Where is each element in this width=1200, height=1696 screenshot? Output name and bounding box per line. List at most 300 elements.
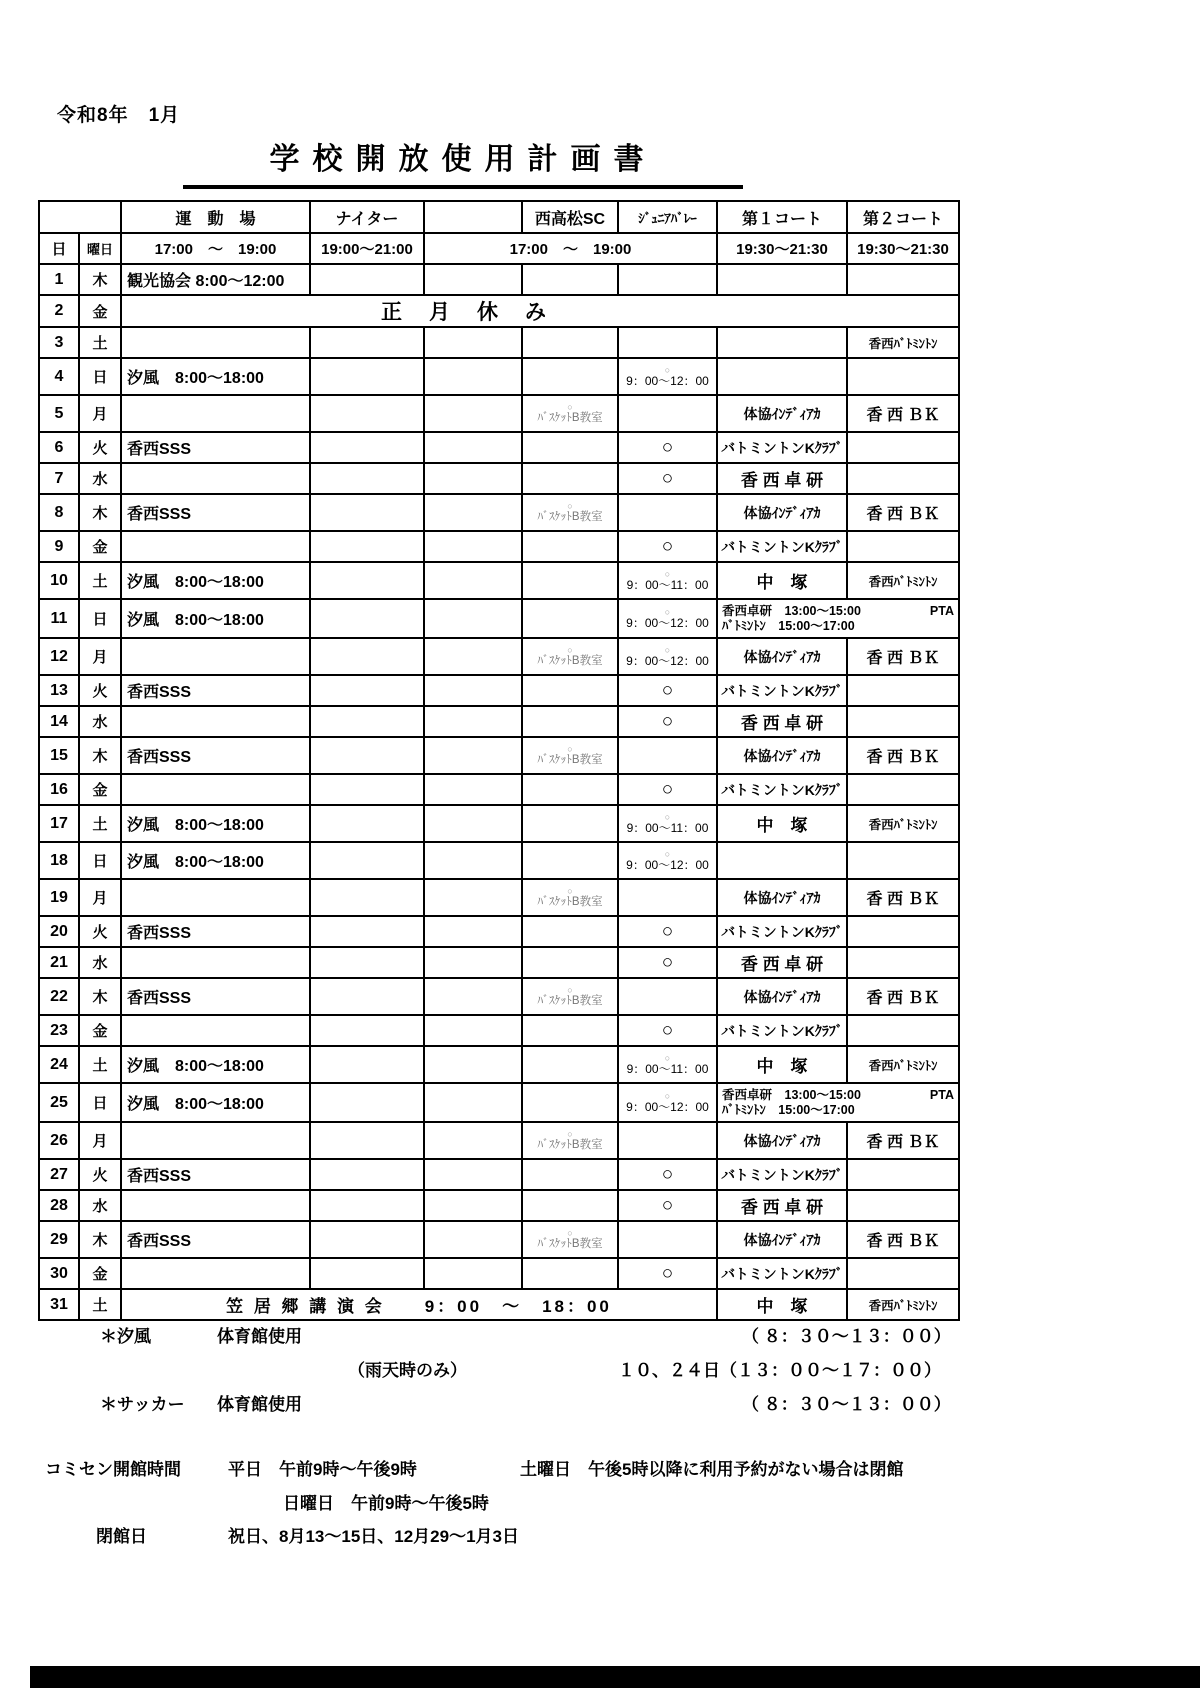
court2-cell (847, 916, 959, 947)
sc-cell (522, 395, 618, 432)
weekday-cell: 土 (79, 805, 121, 842)
lecture-event-cell: 笠 居 郷 講 演 会 9：00 ～ 18：00 (121, 1289, 717, 1320)
sc-cell (522, 1083, 618, 1122)
junior-cell: ○ (618, 531, 717, 562)
day-cell: 29 (39, 1221, 79, 1258)
table-row (39, 264, 959, 295)
court1-cell: 体協ｲﾝﾃﾞｨｱｶ (717, 978, 847, 1015)
mid-cell (424, 264, 522, 295)
court1-cell: 香 西 卓 研 (717, 1190, 847, 1221)
ground-cell (121, 395, 310, 432)
circle-mark: ○ (567, 984, 573, 995)
day-cell: 20 (39, 916, 79, 947)
weekday-cell: 水 (79, 706, 121, 737)
court2-cell (847, 358, 959, 395)
day-cell: 12 (39, 638, 79, 675)
weekday-cell: 日 (79, 1083, 121, 1122)
ground-cell: 香西SSS (121, 675, 310, 706)
nighter-cell (310, 1221, 424, 1258)
table-row (39, 327, 959, 358)
table-row (39, 599, 959, 638)
mid-cell (424, 675, 522, 706)
table-row (39, 1015, 959, 1046)
court2-cell (847, 675, 959, 706)
day-cell: 19 (39, 879, 79, 916)
court2-cell: 香西ﾊﾞﾄﾐﾝﾄﾝ (847, 327, 959, 358)
court2-cell (847, 706, 959, 737)
junior-cell: ○ (618, 1159, 717, 1190)
junior-cell (618, 327, 717, 358)
day-cell: 27 (39, 1159, 79, 1190)
court1-cell: 中 塚 (717, 805, 847, 842)
circle-mark: ○ (567, 743, 573, 754)
court2-cell: 香 西 ＢＫ (847, 494, 959, 531)
table-row-holiday (39, 295, 959, 327)
table-row (39, 432, 959, 463)
mid-cell (424, 1258, 522, 1289)
weekday-cell: 金 (79, 1015, 121, 1046)
ground-cell (121, 327, 310, 358)
soccer-note-use: 体育館使用 (217, 1395, 302, 1414)
sc-cell (522, 327, 618, 358)
table-row (39, 675, 959, 706)
header-junior-volley: ｼﾞｭﾆｱﾊﾞﾚｰ (618, 201, 717, 233)
header-row-facilities (39, 201, 959, 233)
junior-time: 9：00～11：00 (626, 820, 709, 835)
circle-mark: ○ (567, 401, 573, 412)
court1-cell: 体協ｲﾝﾃﾞｨｱｶ (717, 395, 847, 432)
court2-cell (847, 1190, 959, 1221)
weekday-cell: 水 (79, 1190, 121, 1221)
nighter-cell (310, 395, 424, 432)
day-cell: 25 (39, 1083, 79, 1122)
court2-cell (847, 1258, 959, 1289)
page-title: 学校開放使用計画書 (183, 134, 743, 189)
table-row (39, 531, 959, 562)
ground-cell: 汐風 8:00～18:00 (121, 1046, 310, 1083)
nighter-cell (310, 1190, 424, 1221)
junior-cell: ○ (618, 774, 717, 805)
nighter-cell (310, 1159, 424, 1190)
junior-cell (618, 1221, 717, 1258)
ground-cell (121, 1190, 310, 1221)
weekday-cell: 金 (79, 531, 121, 562)
courts-merged-cell (717, 599, 959, 638)
table-row (39, 494, 959, 531)
sc-cell (522, 978, 618, 1015)
table-row (39, 737, 959, 774)
court1-cell: 体協ｲﾝﾃﾞｨｱｶ (717, 737, 847, 774)
mid-cell (424, 978, 522, 1015)
ground-cell: 香西SSS (121, 1159, 310, 1190)
table-row (39, 805, 959, 842)
table-row (39, 1258, 959, 1289)
mid-cell (424, 706, 522, 737)
junior-cell (618, 1122, 717, 1159)
court1-cell: バトミントンKｸﾗﾌﾞ (717, 1159, 847, 1190)
circle-mark: ○ (664, 364, 671, 375)
circle-mark: ○ (567, 500, 573, 511)
court1-cell: 中 塚 (717, 1289, 847, 1320)
nighter-cell (310, 562, 424, 599)
junior-cell (618, 1083, 717, 1122)
day-cell: 24 (39, 1046, 79, 1083)
sc-cell (522, 805, 618, 842)
junior-cell: ○ (618, 675, 717, 706)
junior-cell: ○ (618, 1190, 717, 1221)
court2-cell: 香 西 ＢＫ (847, 1221, 959, 1258)
sc-cell (522, 599, 618, 638)
nighter-cell (310, 432, 424, 463)
comisen-saturday-hours: 土曜日 午後5時以降に利用予約がない場合は閉館 (520, 1460, 904, 1479)
sc-cell (522, 531, 618, 562)
nighter-cell (310, 264, 424, 295)
court2-cell (847, 947, 959, 978)
sc-cell (522, 1046, 618, 1083)
weekday-cell: 月 (79, 395, 121, 432)
ground-cell: 香西SSS (121, 978, 310, 1015)
mid-cell (424, 1190, 522, 1221)
table-row (39, 1046, 959, 1083)
circle-mark: ○ (664, 1052, 671, 1063)
day-cell: 17 (39, 805, 79, 842)
ground-cell (121, 463, 310, 494)
day-cell: 6 (39, 432, 79, 463)
table-row (39, 358, 959, 395)
court2-cell (847, 1159, 959, 1190)
day-cell: 8 (39, 494, 79, 531)
court2-cell: 香 西 ＢＫ (847, 638, 959, 675)
sc-cell (522, 562, 618, 599)
weekday-cell: 月 (79, 1122, 121, 1159)
mid-cell (424, 1122, 522, 1159)
table-row (39, 1190, 959, 1221)
ground-cell (121, 1122, 310, 1159)
nighter-cell (310, 879, 424, 916)
mid-cell (424, 1015, 522, 1046)
table-row (39, 1159, 959, 1190)
mid-cell (424, 879, 522, 916)
circle-mark: ○ (567, 885, 573, 896)
weekday-cell: 金 (79, 774, 121, 805)
nighter-cell (310, 774, 424, 805)
court2-cell: 香 西 ＢＫ (847, 1122, 959, 1159)
ground-cell: 香西SSS (121, 432, 310, 463)
shiokaze-note-time: （ ８：３０～１３：００） (742, 1327, 951, 1346)
day-cell: 10 (39, 562, 79, 599)
court1-cell (717, 358, 847, 395)
nighter-cell (310, 916, 424, 947)
court2-cell: 香 西 ＢＫ (847, 879, 959, 916)
weekday-cell: 月 (79, 879, 121, 916)
weekday-cell: 土 (79, 562, 121, 599)
mid-cell (424, 494, 522, 531)
court1-cell: 香 西 卓 研 (717, 706, 847, 737)
sc-cell (522, 1015, 618, 1046)
day-cell: 15 (39, 737, 79, 774)
closed-days-label: 閉館日 (96, 1527, 147, 1546)
court1-cell (717, 264, 847, 295)
weekday-cell: 金 (79, 1258, 121, 1289)
new-year-holiday-cell: 正 月 休 み (121, 295, 959, 327)
header-court2: 第２コート (847, 201, 959, 233)
ground-cell: 観光協会 8:00～12:00 (121, 264, 310, 295)
comisen-hours-label: コミセン開館時間 (45, 1460, 181, 1479)
court2-cell (847, 531, 959, 562)
court1-cell: 体協ｲﾝﾃﾞｨｱｶ (717, 494, 847, 531)
header-day: 日 (39, 233, 79, 264)
weekday-cell: 木 (79, 978, 121, 1015)
nighter-cell (310, 531, 424, 562)
sc-cell (522, 638, 618, 675)
header-court2-time: 19:30～21:30 (847, 233, 959, 264)
ground-cell (121, 638, 310, 675)
weekday-cell: 木 (79, 264, 121, 295)
sc-cell (522, 675, 618, 706)
day-cell: 3 (39, 327, 79, 358)
table-row (39, 842, 959, 879)
sc-cell (522, 1190, 618, 1221)
sc-cell (522, 358, 618, 395)
sc-cell (522, 916, 618, 947)
day-cell: 26 (39, 1122, 79, 1159)
ground-cell (121, 947, 310, 978)
junior-cell: ○ (618, 1258, 717, 1289)
nighter-cell (310, 1258, 424, 1289)
day-cell: 2 (39, 295, 79, 327)
nighter-cell (310, 599, 424, 638)
circle-mark: ○ (664, 606, 671, 617)
day-cell: 21 (39, 947, 79, 978)
table-row (39, 1221, 959, 1258)
day-cell: 1 (39, 264, 79, 295)
circle-mark: ○ (567, 644, 573, 655)
ground-cell: 汐風 8:00～18:00 (121, 842, 310, 879)
junior-cell: ○ (618, 463, 717, 494)
table-row (39, 638, 959, 675)
court-booking-1: 香西卓研 13:00～15:00 (722, 603, 861, 618)
court1-cell (717, 842, 847, 879)
junior-cell: ○ (618, 947, 717, 978)
table-row (39, 947, 959, 978)
ground-cell: 汐風 8:00～18:00 (121, 599, 310, 638)
header-nighter-time: 19:00～21:00 (310, 233, 424, 264)
basketball-class-label: ﾊﾞｽｹｯﾄB教室 (537, 895, 603, 908)
day-cell: 7 (39, 463, 79, 494)
court2-cell (847, 463, 959, 494)
ground-cell: 汐風 8:00～18:00 (121, 805, 310, 842)
weekday-cell: 火 (79, 916, 121, 947)
table-row-event (39, 1289, 959, 1320)
mid-cell (424, 916, 522, 947)
junior-cell (618, 264, 717, 295)
mid-cell (424, 947, 522, 978)
date-label: 令和8年 1月 (57, 105, 181, 126)
weekday-cell: 水 (79, 463, 121, 494)
day-cell: 14 (39, 706, 79, 737)
table-row (39, 978, 959, 1015)
circle-mark: ○ (567, 1128, 573, 1139)
day-cell: 22 (39, 978, 79, 1015)
comisen-sunday-hours: 日曜日 午前9時～午後5時 (283, 1494, 489, 1513)
court1-cell (717, 327, 847, 358)
court1-cell: 体協ｲﾝﾃﾞｨｱｶ (717, 879, 847, 916)
weekday-cell: 火 (79, 1159, 121, 1190)
sc-cell (522, 842, 618, 879)
table-row (39, 463, 959, 494)
header-mid (424, 201, 522, 233)
mid-cell (424, 395, 522, 432)
nighter-cell (310, 463, 424, 494)
comisen-weekday-hours: 平日 午前9時～午後9時 (228, 1460, 417, 1479)
court1-cell: 香 西 卓 研 (717, 947, 847, 978)
court1-cell: バトミントンKｸﾗﾌﾞ (717, 916, 847, 947)
junior-cell (618, 494, 717, 531)
circle-mark: ○ (664, 1090, 671, 1101)
court1-cell: バトミントンKｸﾗﾌﾞ (717, 531, 847, 562)
court1-cell: 中 塚 (717, 1046, 847, 1083)
table-row (39, 562, 959, 599)
sc-cell (522, 706, 618, 737)
weekday-cell: 火 (79, 675, 121, 706)
nighter-cell (310, 1122, 424, 1159)
nighter-cell (310, 494, 424, 531)
court2-cell (847, 264, 959, 295)
circle-mark: ○ (664, 644, 671, 655)
courts-merged-cell (717, 1083, 959, 1122)
junior-cell: ○ (618, 432, 717, 463)
mid-cell (424, 463, 522, 494)
soccer-note-time: （ ８：３０～１３：００） (742, 1395, 951, 1414)
court-booking-2: ﾊﾞﾄﾐﾝﾄﾝ 15:00～17:00 (722, 1102, 855, 1117)
ground-cell: 汐風 8:00～18:00 (121, 562, 310, 599)
nighter-cell (310, 947, 424, 978)
mid-cell (424, 638, 522, 675)
circle-mark: ○ (664, 568, 671, 579)
court1-cell: バトミントンKｸﾗﾌﾞ (717, 774, 847, 805)
day-cell: 16 (39, 774, 79, 805)
junior-cell: ○ (618, 1015, 717, 1046)
table-row (39, 774, 959, 805)
court1-cell: 体協ｲﾝﾃﾞｨｱｶ (717, 638, 847, 675)
nighter-cell (310, 327, 424, 358)
table-row (39, 916, 959, 947)
basketball-class-label: ﾊﾞｽｹｯﾄB教室 (537, 510, 603, 523)
mid-cell (424, 774, 522, 805)
header-nighter: ナイター (310, 201, 424, 233)
sc-cell (522, 879, 618, 916)
header-ground: 運 動 場 (121, 201, 310, 233)
mid-cell (424, 562, 522, 599)
nighter-cell (310, 1046, 424, 1083)
weekday-cell: 日 (79, 842, 121, 879)
rain-time: １０、２４日（１３：００～１７：００） (618, 1361, 941, 1380)
circle-mark: ○ (567, 1227, 573, 1238)
circle-mark: ○ (664, 811, 671, 822)
ground-cell (121, 706, 310, 737)
court1-cell: バトミントンKｸﾗﾌﾞ (717, 432, 847, 463)
weekday-cell: 木 (79, 494, 121, 531)
basketball-class-label: ﾊﾞｽｹｯﾄB教室 (537, 753, 603, 766)
sc-cell (522, 264, 618, 295)
pta-label: PTA (929, 1087, 954, 1102)
sc-cell (522, 432, 618, 463)
junior-time: 9：00～12：00 (626, 615, 709, 630)
court-booking-1: 香西卓研 13:00～15:00 (722, 1087, 861, 1102)
table-row (39, 1122, 959, 1159)
header-center-time: 17:00 ～ 19:00 (424, 233, 717, 264)
sc-cell (522, 463, 618, 494)
nighter-cell (310, 842, 424, 879)
header-weekday: 曜日 (79, 233, 121, 264)
court1-cell: バトミントンKｸﾗﾌﾞ (717, 675, 847, 706)
court2-cell: 香 西 ＢＫ (847, 978, 959, 1015)
ground-cell: 香西SSS (121, 494, 310, 531)
weekday-cell: 月 (79, 638, 121, 675)
sc-cell (522, 947, 618, 978)
day-cell: 13 (39, 675, 79, 706)
junior-time: 9：00～12：00 (626, 373, 709, 388)
mid-cell (424, 358, 522, 395)
nighter-cell (310, 978, 424, 1015)
court2-cell: 香西ﾊﾞﾄﾐﾝﾄﾝ (847, 562, 959, 599)
weekday-cell: 日 (79, 358, 121, 395)
court1-cell: 中 塚 (717, 562, 847, 599)
basketball-class-label: ﾊﾞｽｹｯﾄB教室 (537, 654, 603, 667)
mid-cell (424, 1046, 522, 1083)
day-cell: 23 (39, 1015, 79, 1046)
ground-cell (121, 531, 310, 562)
day-cell: 5 (39, 395, 79, 432)
court2-cell: 香 西 ＢＫ (847, 737, 959, 774)
header-row-times (39, 233, 959, 264)
junior-cell (618, 737, 717, 774)
header-nishitakamatsu-sc: 西高松SC (522, 201, 618, 233)
mid-cell (424, 1221, 522, 1258)
sc-cell (522, 1122, 618, 1159)
court2-cell: 香 西 ＢＫ (847, 395, 959, 432)
ground-cell (121, 774, 310, 805)
soccer-note-label: ＊サッカー (100, 1395, 185, 1414)
rain-note: （雨天時のみ） (348, 1361, 467, 1380)
scan-artifact-bar (30, 1666, 1200, 1688)
weekday-cell: 金 (79, 295, 121, 327)
day-cell: 30 (39, 1258, 79, 1289)
basketball-class-label: ﾊﾞｽｹｯﾄB教室 (537, 994, 603, 1007)
junior-time: 9：00～12：00 (626, 857, 709, 872)
closed-days-value: 祝日、8月13～15日、12月29～1月3日 (228, 1527, 519, 1546)
basketball-class-label: ﾊﾞｽｹｯﾄB教室 (537, 411, 603, 424)
nighter-cell (310, 737, 424, 774)
ground-cell: 汐風 8:00～18:00 (121, 358, 310, 395)
shiokaze-note-use: 体育館使用 (217, 1327, 302, 1346)
mid-cell (424, 1159, 522, 1190)
day-cell: 18 (39, 842, 79, 879)
table-row (39, 706, 959, 737)
mid-cell (424, 432, 522, 463)
weekday-cell: 土 (79, 327, 121, 358)
court-booking-2: ﾊﾞﾄﾐﾝﾄﾝ 15:00～17:00 (722, 618, 855, 633)
court1-cell: 体協ｲﾝﾃﾞｨｱｶ (717, 1122, 847, 1159)
header-court1: 第１コート (717, 201, 847, 233)
mid-cell (424, 805, 522, 842)
weekday-cell: 木 (79, 737, 121, 774)
table-row (39, 395, 959, 432)
schedule-table (38, 200, 960, 1321)
table-row (39, 1083, 959, 1122)
ground-cell: 香西SSS (121, 916, 310, 947)
day-cell: 31 (39, 1289, 79, 1320)
